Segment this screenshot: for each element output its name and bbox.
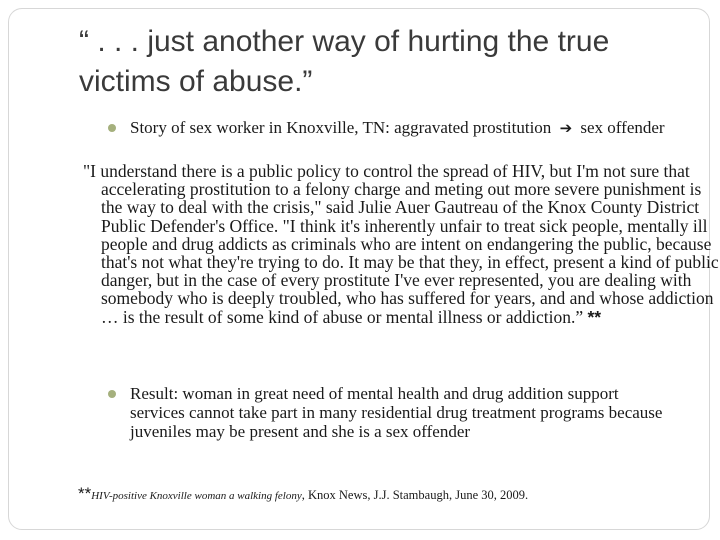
- bullet-dot-icon: [108, 390, 116, 398]
- bullet-story-before: Story of sex worker in Knoxville, TN: aggravated prostitution: [130, 118, 552, 137]
- bullet-dot-icon: [108, 124, 116, 132]
- quote-stars: **: [587, 306, 602, 327]
- quote-block: [83, 162, 720, 326]
- bullet-result: [108, 384, 668, 441]
- right-arrow-icon: ➔: [559, 119, 573, 137]
- bullet-story-after: sex offender: [580, 118, 665, 137]
- footnote: [78, 485, 698, 505]
- slide-title: “ . . . just another way of hurting the true victims of abuse.”: [79, 25, 610, 98]
- footnote-source-title: HIV-positive Knoxville woman a walking felony: [91, 490, 302, 502]
- bullet-story-text: [130, 118, 665, 138]
- quote-text: "I understand there is a public policy to control the spread of HIV, but I'm not sure that accelerating prostitution to a felony charge and meting out more severe punishment is the way to deal with the crisis," said Julie Auer Gautreau of the Knox County District Public Defender's Office. "I think it's inherently unfair to treat sick people, mentally ill people and drug addicts as criminals who are intent on endangering the public, because that's not what they're trying to do. It may be that they, in effect, present a kind of public danger, but in the case of every prostitute I've ever represented, you are dealing with somebody who is deeply troubled, who has suffered for years, and and whose addiction … is the result of some kind of abuse or mental illness or addiction.”: [83, 161, 719, 327]
- bullet-result-text: Result: woman in great need of mental health and drug addition support services cannot take part in many residential drug treatment programs because juveniles may be present and she is a sex offender: [130, 384, 663, 441]
- footnote-citation: , Knox News, J.J. Stambaugh, June 30, 2009.: [301, 488, 529, 502]
- footnote-stars: **: [78, 484, 92, 503]
- bullet-story: [108, 118, 708, 138]
